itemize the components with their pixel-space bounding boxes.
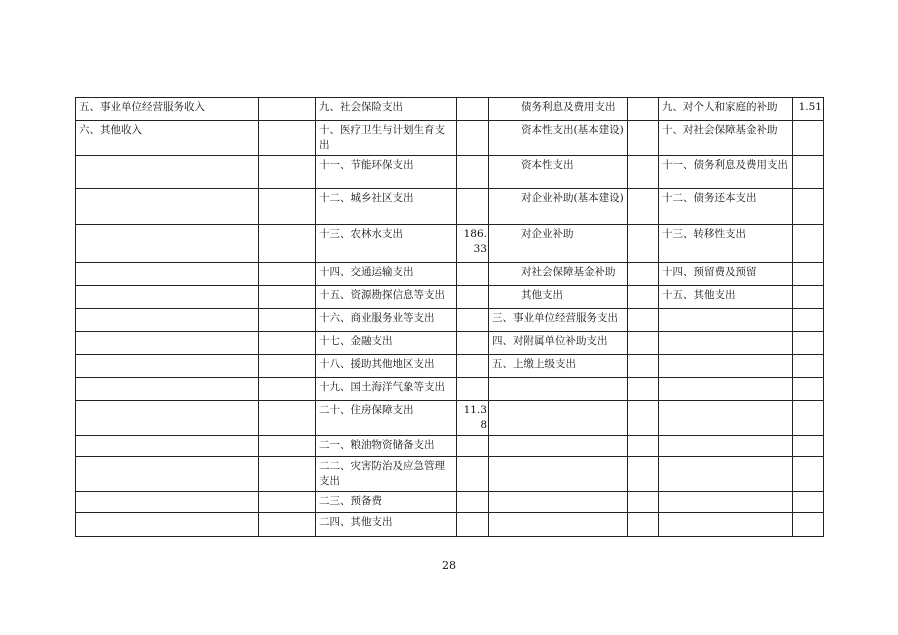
expense-economic-item-cell: 三、事业单位经营服务支出 — [489, 309, 628, 332]
expense-other-item-cell: 十、对社会保障基金补助 — [659, 121, 793, 156]
income-amount-cell — [259, 401, 316, 436]
table-row — [76, 121, 824, 156]
income-item-cell — [76, 156, 259, 189]
table-row — [76, 355, 824, 378]
expense-economic-amount-cell — [628, 286, 659, 309]
expense-other-item-cell — [659, 513, 793, 537]
expense-economic-amount-cell — [628, 401, 659, 436]
expense-other-amount-cell — [793, 457, 824, 492]
page-number: 28 — [442, 559, 456, 572]
table-row — [76, 286, 824, 309]
expense-function-item-cell: 二四、其他支出 — [316, 513, 457, 537]
expense-economic-amount-cell — [628, 263, 659, 286]
expense-function-item-cell: 十七、金融支出 — [316, 332, 457, 355]
expense-economic-item-cell: 对社会保障基金补助 — [489, 263, 628, 286]
expense-economic-amount-cell — [628, 457, 659, 492]
income-item-cell — [76, 457, 259, 492]
expense-other-item-cell — [659, 492, 793, 513]
expense-function-item-cell: 二一、粮油物资储备支出 — [316, 436, 457, 457]
expense-function-item-cell: 十六、商业服务业等支出 — [316, 309, 457, 332]
income-amount-cell — [259, 309, 316, 332]
expense-function-amount-cell — [457, 378, 489, 401]
expense-function-amount-cell — [457, 263, 489, 286]
expense-economic-amount-cell — [628, 98, 659, 121]
income-item-cell — [76, 286, 259, 309]
expense-other-amount-cell — [793, 513, 824, 537]
expense-function-item-cell: 二三、预备费 — [316, 492, 457, 513]
expense-function-item-cell: 十五、资源勘探信息等支出 — [316, 286, 457, 309]
table-row — [76, 263, 824, 286]
expense-function-amount-cell — [457, 355, 489, 378]
expense-other-amount-cell — [793, 286, 824, 309]
expense-function-item-cell: 十、医疗卫生与计划生育支出 — [316, 121, 457, 156]
expense-function-amount-cell — [457, 436, 489, 457]
expense-function-amount-cell — [457, 309, 489, 332]
expense-function-amount-cell — [457, 513, 489, 537]
expense-economic-item-cell: 其他支出 — [489, 286, 628, 309]
expense-function-item-cell: 十三、农林水支出 — [316, 225, 457, 263]
table-row — [76, 378, 824, 401]
income-amount-cell — [259, 286, 316, 309]
expense-economic-item-cell: 对企业补助 — [489, 225, 628, 263]
income-item-cell: 五、事业单位经营服务收入 — [76, 98, 259, 121]
income-amount-cell — [259, 436, 316, 457]
table-row — [76, 98, 824, 121]
expense-economic-item-cell: 四、对附属单位补助支出 — [489, 332, 628, 355]
expense-economic-item-cell: 债务利息及费用支出 — [489, 98, 628, 121]
income-amount-cell — [259, 513, 316, 537]
expense-function-item-cell: 九、社会保险支出 — [316, 98, 457, 121]
expense-economic-amount-cell — [628, 492, 659, 513]
expense-function-amount-cell — [457, 156, 489, 189]
expense-other-item-cell: 十二、债务还本支出 — [659, 189, 793, 225]
expense-function-amount-cell — [457, 189, 489, 225]
income-item-cell — [76, 401, 259, 436]
expense-economic-item-cell — [489, 513, 628, 537]
expense-other-amount-cell — [793, 309, 824, 332]
expense-economic-item-cell: 五、上缴上级支出 — [489, 355, 628, 378]
expense-other-amount-cell — [793, 121, 824, 156]
expense-function-amount-cell — [457, 457, 489, 492]
expense-economic-amount-cell — [628, 355, 659, 378]
expense-other-amount-cell — [793, 355, 824, 378]
table-row — [76, 436, 824, 457]
table-row — [76, 513, 824, 537]
table-row — [76, 457, 824, 492]
expense-economic-amount-cell — [628, 225, 659, 263]
table-row — [76, 309, 824, 332]
expense-function-amount-cell — [457, 492, 489, 513]
table-row — [76, 401, 824, 436]
expense-economic-amount-cell — [628, 189, 659, 225]
expense-economic-amount-cell — [628, 378, 659, 401]
income-item-cell: 六、其他收入 — [76, 121, 259, 156]
income-amount-cell — [259, 332, 316, 355]
expense-economic-item-cell — [489, 457, 628, 492]
income-item-cell — [76, 492, 259, 513]
table-row — [76, 189, 824, 225]
income-item-cell — [76, 378, 259, 401]
income-amount-cell — [259, 225, 316, 263]
expense-other-amount-cell — [793, 225, 824, 263]
table-row — [76, 156, 824, 189]
expense-function-amount-cell — [457, 332, 489, 355]
expense-other-amount-cell — [793, 492, 824, 513]
expense-other-item-cell: 十一、债务利息及费用支出 — [659, 156, 793, 189]
expense-economic-item-cell: 对企业补助(基本建设) — [489, 189, 628, 225]
expense-other-item-cell — [659, 309, 793, 332]
expense-other-amount-cell — [793, 263, 824, 286]
table-row — [76, 492, 824, 513]
expense-function-amount-cell — [457, 286, 489, 309]
expense-economic-item-cell: 资本性支出 — [489, 156, 628, 189]
table-body — [76, 98, 824, 537]
expense-function-item-cell: 十九、国土海洋气象等支出 — [316, 378, 457, 401]
income-amount-cell — [259, 189, 316, 225]
expense-function-amount-cell — [457, 121, 489, 156]
income-item-cell — [76, 355, 259, 378]
expense-other-amount-cell — [793, 156, 824, 189]
income-item-cell — [76, 189, 259, 225]
expense-function-item-cell: 二十、住房保障支出 — [316, 401, 457, 436]
income-item-cell — [76, 225, 259, 263]
income-item-cell — [76, 436, 259, 457]
expense-function-amount-cell — [457, 98, 489, 121]
expense-function-item-cell: 十二、城乡社区支出 — [316, 189, 457, 225]
income-amount-cell — [259, 378, 316, 401]
income-item-cell — [76, 263, 259, 286]
income-amount-cell — [259, 457, 316, 492]
expense-other-amount-cell: 1.51 — [793, 98, 824, 121]
income-item-cell — [76, 309, 259, 332]
expense-economic-item-cell — [489, 436, 628, 457]
expense-economic-amount-cell — [628, 156, 659, 189]
expense-other-item-cell: 十五、其他支出 — [659, 286, 793, 309]
expense-economic-amount-cell — [628, 309, 659, 332]
expense-function-item-cell: 十八、援助其他地区支出 — [316, 355, 457, 378]
expense-other-item-cell — [659, 332, 793, 355]
expense-other-amount-cell — [793, 436, 824, 457]
income-item-cell — [76, 513, 259, 537]
expense-other-item-cell — [659, 355, 793, 378]
expense-function-amount-cell: 186.33 — [457, 225, 489, 263]
expense-economic-amount-cell — [628, 436, 659, 457]
expense-other-amount-cell — [793, 189, 824, 225]
expense-function-amount-cell: 11.38 — [457, 401, 489, 436]
income-amount-cell — [259, 492, 316, 513]
expense-economic-amount-cell — [628, 332, 659, 355]
expense-function-item-cell: 十四、交通运输支出 — [316, 263, 457, 286]
income-amount-cell — [259, 355, 316, 378]
expense-other-item-cell: 十四、预留费及预留 — [659, 263, 793, 286]
income-amount-cell — [259, 156, 316, 189]
expense-other-amount-cell — [793, 332, 824, 355]
expense-other-item-cell — [659, 378, 793, 401]
expense-other-amount-cell — [793, 401, 824, 436]
expense-economic-item-cell — [489, 378, 628, 401]
income-amount-cell — [259, 121, 316, 156]
expense-other-amount-cell — [793, 378, 824, 401]
budget-table — [75, 97, 824, 537]
income-item-cell — [76, 332, 259, 355]
expense-other-item-cell — [659, 436, 793, 457]
expense-economic-item-cell: 资本性支出(基本建设) — [489, 121, 628, 156]
income-amount-cell — [259, 263, 316, 286]
expense-other-item-cell — [659, 401, 793, 436]
expense-other-item-cell: 九、对个人和家庭的补助 — [659, 98, 793, 121]
expense-economic-item-cell — [489, 401, 628, 436]
expense-economic-item-cell — [489, 492, 628, 513]
expense-other-item-cell — [659, 457, 793, 492]
expense-economic-amount-cell — [628, 121, 659, 156]
expense-other-item-cell: 十三、转移性支出 — [659, 225, 793, 263]
table-row — [76, 332, 824, 355]
expense-function-item-cell: 十一、节能环保支出 — [316, 156, 457, 189]
table-row — [76, 225, 824, 263]
expense-function-item-cell: 二二、灾害防治及应急管理支出 — [316, 457, 457, 492]
income-amount-cell — [259, 98, 316, 121]
expense-economic-amount-cell — [628, 513, 659, 537]
